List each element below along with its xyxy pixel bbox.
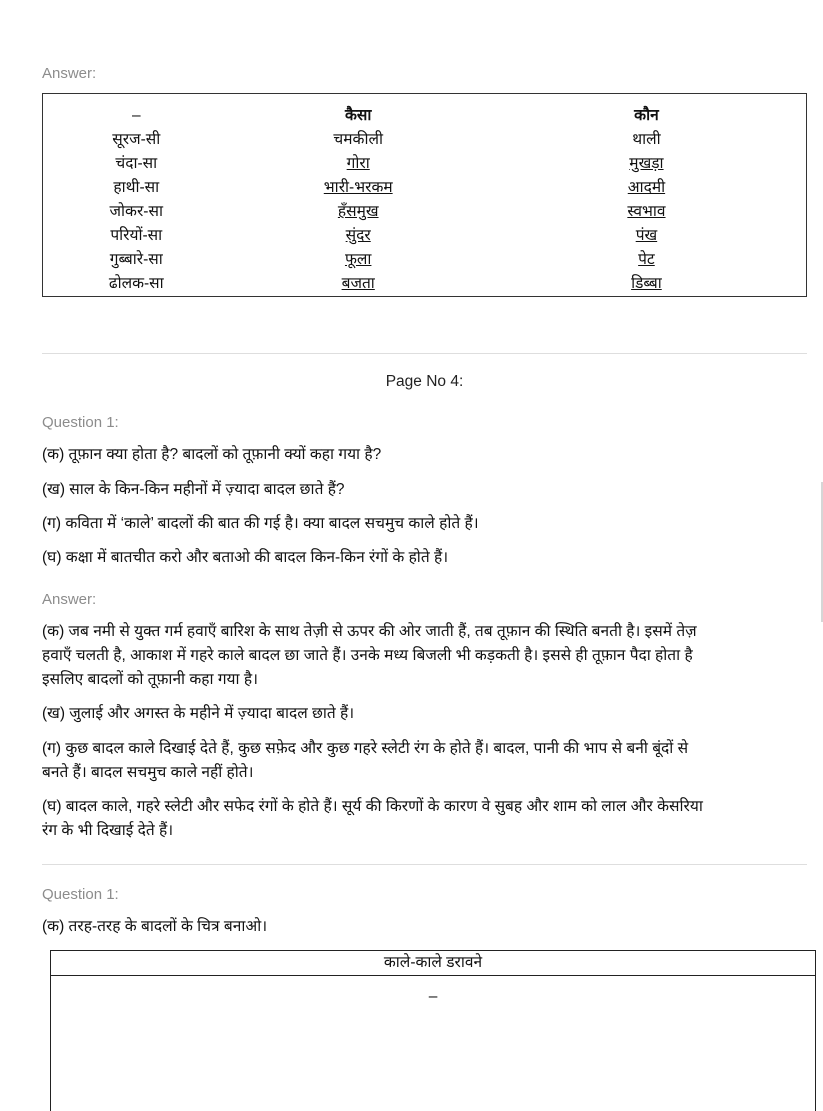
answer-line: (ग) कुछ बादल काले दिखाई देते हैं, कुछ सफ़ेद और कुछ गहरे स्लेटी रंग के होते हैं। बादल, पानी की भाप से बनी बूंदों से [42,740,689,757]
table-cell: स्वभाव [627,203,666,220]
table-cell: भारी-भरकम [323,179,393,196]
table-cell: सुंदर [345,227,371,244]
table-header-row [43,94,807,129]
answer-line: बनते हैं। बादल सचमुच काले नहीं होते। [42,764,254,781]
table-cell: मुखड़ा [629,155,664,172]
drawing-heading: काले-काले डरावने [51,951,815,976]
table-cell: ढोलक-सा [108,275,164,292]
comparison-table [42,93,807,297]
question-label: Question 1: [42,414,119,431]
table-header-cell: – [131,107,141,124]
table-row [43,128,807,152]
activity-item: (क) तरह-तरह के बादलों के चित्र बनाओ। [42,918,268,935]
question-item: (क) तूफ़ान क्या होता है? बादलों को तूफ़ानी क्यों कहा गया है? [42,446,382,463]
table-row [43,224,807,248]
table-row [43,248,807,272]
table-cell: चमकीली [333,131,383,148]
table-row [43,152,807,176]
answer-line: इसलिए बादलों को तूफ़ानी कहा गया है। [42,671,258,688]
table-header-cell: कौन [634,107,659,124]
table-cell: चंदा-सा [115,155,158,172]
question-item: (ग) कविता में ‘काले’ बादलों की बात की गई है। क्या बादल सचमुच काले होते हैं। [42,515,479,532]
table-cell: गोरा [346,155,370,172]
table-header-cell: कैसा [345,107,372,124]
table-cell: सूरज-सी [112,131,161,148]
section-divider [42,864,807,865]
table-cell: हाथी-सा [113,179,160,196]
table-row [43,176,807,200]
section-divider [42,353,807,354]
table-cell: बजता [341,275,375,292]
answer-label: Answer: [42,65,97,82]
table-cell: आदमी [627,179,666,196]
answer-line: रंग के भी दिखाई देते हैं। [42,822,174,839]
answer-line: (घ) बादल काले, गहरे स्लेटी और सफेद रंगों के होते हैं। सूर्य की किरणों के कारण वे सुबह और शाम को लाल और केसरिया [42,798,703,815]
table-cell: परियों-सा [110,227,163,244]
table-cell: हँसमुख [337,203,379,220]
table-row [43,272,807,297]
table-cell: डिब्बा [631,275,662,292]
table-cell: फूला [344,251,372,268]
answer-label: Answer: [42,591,97,608]
table-cell: गुब्बारे-सा [109,251,163,268]
table-cell: पंख [635,227,658,244]
table-cell: थाली [632,131,661,148]
page-number: Page No 4: [385,373,464,390]
answer-line: (क) जब नमी से युक्त गर्म हवाएँ बारिश के साथ तेज़ी से ऊपर की ओर जाती हैं, तब तूफ़ान की स्थिति बनती है। इसमें तेज़ [42,623,697,640]
question-item: (घ) कक्षा में बातचीत करो और बताओ की बादल किन-किन रंगों के होते हैं। [42,549,449,566]
question-item: (ख) साल के किन-किन महीनों में ज़्यादा बादल छाते हैं? [42,481,345,498]
table-row [43,200,807,224]
drawing-content: – [428,988,438,1005]
table-cell: जोकर-सा [109,203,163,220]
question-label: Question 1: [42,886,119,903]
answer-line: (ख) जुलाई और अगस्त के महीने में ज़्यादा बादल छाते हैं। [42,705,355,722]
drawing-table [50,950,816,1111]
table-cell: पेट [638,251,655,268]
answer-line: हवाएँ चलती है, आकाश में गहरे काले बादल छा जाते हैं। उनके मध्य बिजली भी कड़कती है। इससे ही तूफ़ान पैदा होता है [42,647,693,664]
